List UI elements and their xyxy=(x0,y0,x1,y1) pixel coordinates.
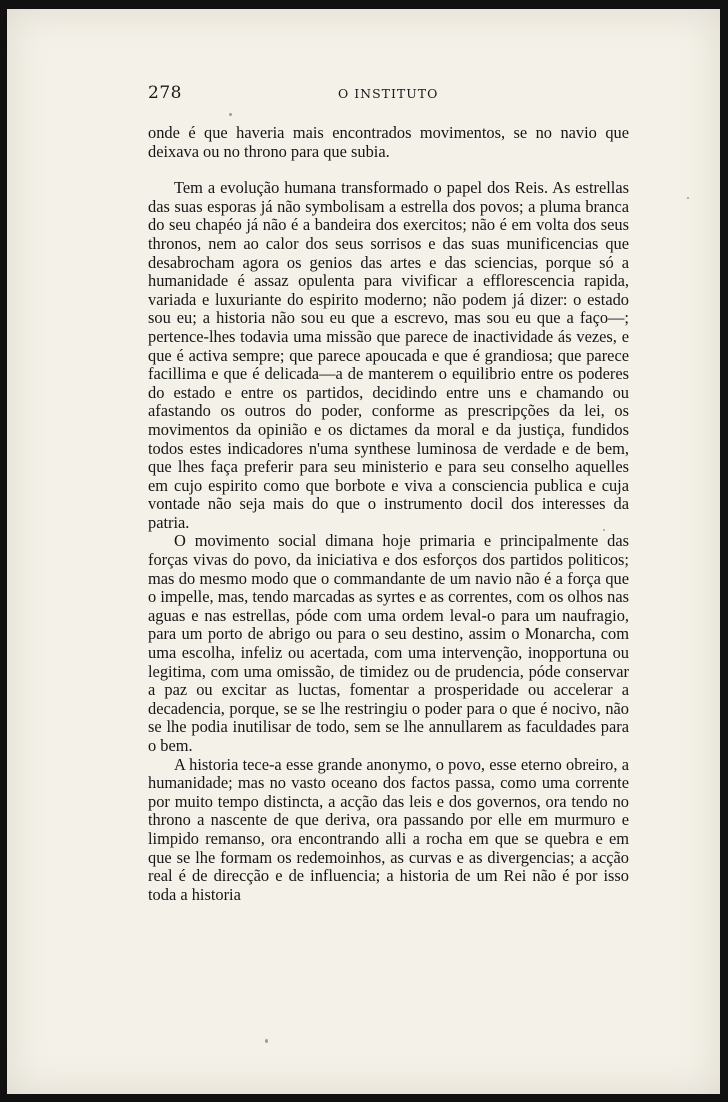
page-header xyxy=(148,83,628,111)
paragraph-evolution-of-kings: Tem a evolução humana transformado o papel dos Reis. As estrellas das suas esporas já não symbolisam a estrella dos povos; a pluma branca do seu chapéo já não é a bandeira dos exercitos; não é em volta dos seus thronos, nem ao calor dos seus sorrisos e das suas munificencias que desabrocham agora os genios das artes e das sciencias, porque só a humanidade é assaz opulenta para vivificar a efflorescencia rapida, variada e luxuriante do espirito moderno; não podem já dizer: o estado sou eu; a historia não sou eu que a escrevo, mas sou eu que a faço—; pertence-lhes todavia uma missão que parece de inactividade ás vezes, e que é activa sempre; que parece apoucada e que é grandiosa; que parece facillima e que é delicada—a de manterem o equilibrio entre os poderes do estado e entre os partidos, decidindo entre uns e chamando ou afastando os outros do poder, conforme as prescripções da lei, os movimentos da opinião e os dictames da moral e da justiça, fundidos todos estes indicadores n'uma synthese luminosa de verdade e de bem, que lhes faça preferir para seu ministerio e para seu conselho aquelles em cujo espirito como que borbote e viva a consciencia publica e cuja vontade não seja mais do que o instrumento docil dos interesses da patria. xyxy=(148,178,629,532)
page-number: 278 xyxy=(148,83,182,103)
ink-speck xyxy=(603,529,605,531)
ink-speck xyxy=(229,113,232,116)
running-head: O INSTITUTO xyxy=(338,86,439,101)
ink-speck xyxy=(265,1039,268,1043)
body-text xyxy=(148,124,629,904)
paragraph-continuation: onde é que haveria mais encontrados movimentos, se no navio que deixava ou no throno para que subia. xyxy=(148,123,629,161)
paragraph-social-movement: O movimento social dimana hoje primaria e principalmente das forças vivas do povo, da iniciativa e dos esforços dos partidos politicos; mas do mesmo modo que o commandante de um navio não é a força que o impelle, mas, tendo marcadas as syrtes e as correntes, com os olhos nas aguas e nas estrellas, póde com uma ordem leval-o para um naufragio, para um porto de abrigo ou para o seu destino, assim o Monarcha, com uma escolha, infeliz ou acertada, com uma intervenção, inopportuna ou legitima, com uma omissão, de timidez ou de prudencia, póde conservar a paz ou excitar as luctas, fomentar a prosperidade ou accelerar a decadencia, porque, se se lhe restringiu o poder para o que é nocivo, não se lhe podia inutilisar de todo, sem se lhe annullarem as faculdades para o bem. xyxy=(148,531,629,755)
ink-speck xyxy=(687,197,689,199)
book-page xyxy=(7,9,720,1094)
paragraph-history: A historia tece-a esse grande anonymo, o povo, esse eterno obreiro, a humanidade; mas no vasto oceano dos factos passa, como uma corrente por muito tempo distincta, a acção das leis e dos governos, ora tendo no throno a nascente de que deriva, ora passando por elle em murmuro e limpido remanso, ora encontrando alli a rocha em que se quebra e em que se lhe formam os redemoinhos, as curvas e as divergencias; a acção real é de direcção e de influencia; a historia de um Rei não é por isso toda a historia xyxy=(148,754,629,904)
